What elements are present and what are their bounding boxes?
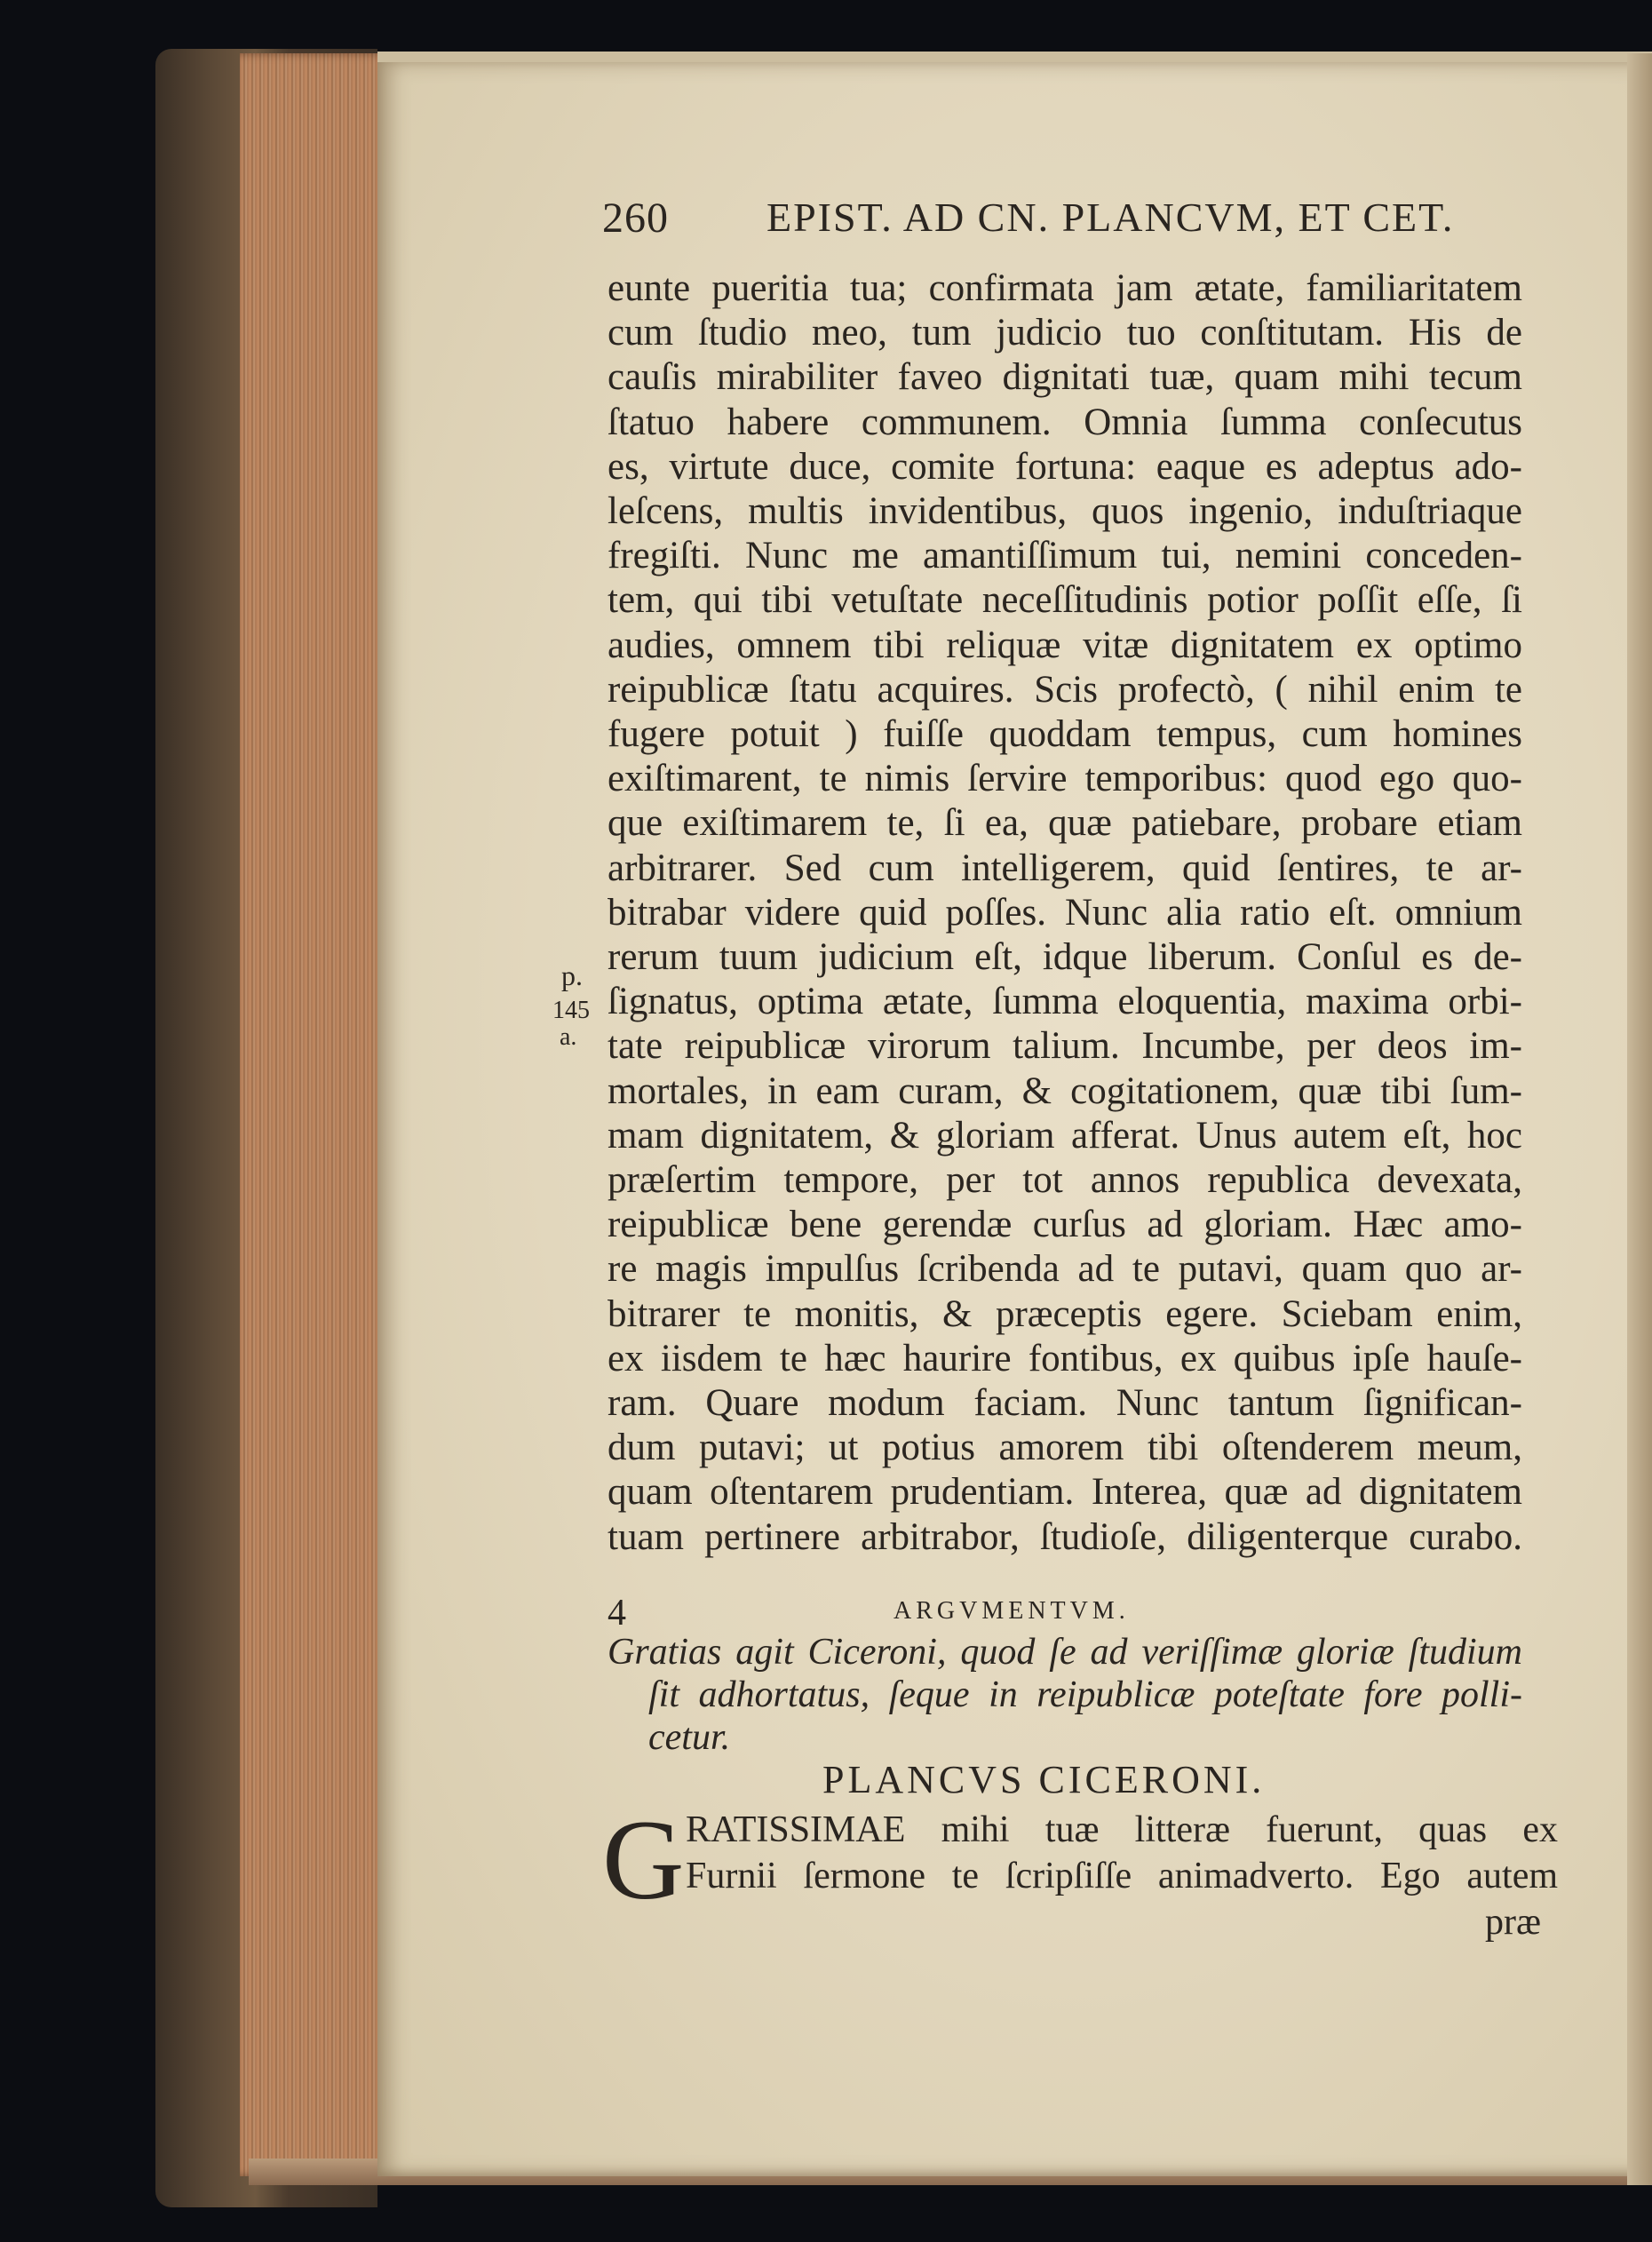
text-line: tem, qui tibi vetuſtate neceſſitudinis potior poſſit eſſe, ſi	[608, 579, 1522, 622]
text-line: mortales, in eam curam, & cogitationem, quæ tibi ſum-	[608, 1069, 1522, 1112]
page-number: 260	[602, 195, 669, 242]
page-edges	[240, 53, 391, 2176]
text-line: ſignatus, optima ætate, ſumma eloquentia, maxima orbi-	[608, 981, 1522, 1023]
letter-line: Furnii ſermone te ſcripſiſſe animadverto. Ego autem	[686, 1856, 1558, 1896]
text-line: audies, omnem tibi reliquæ vitæ dignitatem ex optimo	[608, 624, 1522, 666]
text-line: rerum tuum judicium eſt, idque liberum. Conſul es de-	[608, 936, 1522, 979]
text-line: leſcens, multis invidentibus, quos ingenio, induſtriaque	[608, 490, 1522, 533]
text-line: præſertim tempore, per tot annos republica devexata,	[608, 1159, 1522, 1202]
margin-note-a: a.	[560, 1023, 577, 1051]
text-line: reipublicæ bene gerendæ curſus ad gloriam. Hæc amo-	[608, 1204, 1522, 1246]
text-line: fregiſti. Nunc me amantiſſimum tui, nemini conceden-	[608, 535, 1522, 577]
text-line: eunte pueritia tua; confirmata jam ætate, familiaritatem	[608, 267, 1522, 309]
letter-line: RATISSIMAE mihi tuæ litteræ fuerunt, quas ex	[686, 1809, 1558, 1850]
argument-heading: ARGVMENTVM.	[894, 1597, 1130, 1625]
text-line: cum ſtudio meo, tum judicio tuo conſtitutam. His de	[608, 312, 1522, 354]
text-line: dum putavi; ut potius amorem tibi oſtenderem meum,	[608, 1427, 1522, 1469]
catchword: præ	[1485, 1902, 1541, 1943]
text-line: es, virtute duce, comite fortuna: eaque es adeptus ado-	[608, 445, 1522, 488]
text-line: mam dignitatem, & gloriam afferat. Unus autem eſt, hoc	[608, 1114, 1522, 1157]
text-line: ſtatuo habere communem. Omnia ſumma conſecutus	[608, 401, 1522, 443]
argument-summary	[608, 1631, 1522, 1759]
page-header	[602, 194, 1499, 247]
text-line: ex iisdem te hæc haurire fontibus, ex quibus ipſe hauſe-	[608, 1337, 1522, 1379]
text-line: exiſtimarent, te nimis ſervire temporibus: quod ego quo-	[608, 758, 1522, 800]
text-line: bitrarer te monitis, & præceptis egere. Sciebam enim,	[608, 1292, 1522, 1335]
text-line: ram. Quare modum faciam. Nunc tantum ſignifican-	[608, 1382, 1522, 1425]
text-line: arbitrarer. Sed cum intelligerem, quid ſentires, te ar-	[608, 847, 1522, 889]
facing-page-edge	[1627, 53, 1652, 2185]
letter-opening	[686, 1807, 1558, 1899]
text-line: re magis impulſus ſcribenda ad te putavi, quam quo ar-	[608, 1248, 1522, 1291]
text-line: que exiſtimarem te, ſi ea, quæ patiebare, probare etiam	[608, 802, 1522, 845]
argument-line: Gratias agit Ciceroni, quod ſe ad veriſſimæ gloriæ ſtudium	[608, 1632, 1522, 1673]
argument-line: ſit adhortatus, ſeque in reipublicæ poteſtate fore polli-	[648, 1674, 1522, 1715]
margin-note-page-ref: 145	[552, 997, 590, 1024]
text-line: quam oſtentarem prudentiam. Interea, quæ ad dignitatem	[608, 1471, 1522, 1514]
text-line: tate reipublicæ virorum talium. Incumbe, per deos im-	[608, 1025, 1522, 1068]
text-line: reipublicæ ſtatu acquires. Scis profectò, ( nihil enim te	[608, 668, 1522, 711]
letter-body	[608, 266, 1522, 1560]
text-line: fugere potuit ) fuiſſe quoddam tempus, cum homines	[608, 713, 1522, 756]
argument-number: 4	[608, 1593, 626, 1634]
letter-heading: PLANCVS CICERONI.	[822, 1758, 1266, 1801]
drop-cap: G	[602, 1797, 685, 1923]
text-line: tuam pertinere arbitrabor, ſtudioſe, diligenterque curabo.	[608, 1515, 1522, 1558]
argument-line: cetur.	[648, 1717, 731, 1758]
running-head: EPIST. AD CN. PLANCVM, ET CET.	[766, 195, 1455, 240]
text-line: cauſis mirabiliter faveo dignitati tuæ, quam mihi tecum	[608, 356, 1522, 399]
text-line: bitrabar videre quid poſſes. Nunc alia ratio eſt. omnium	[608, 891, 1522, 934]
margin-note-p: p.	[561, 959, 583, 991]
